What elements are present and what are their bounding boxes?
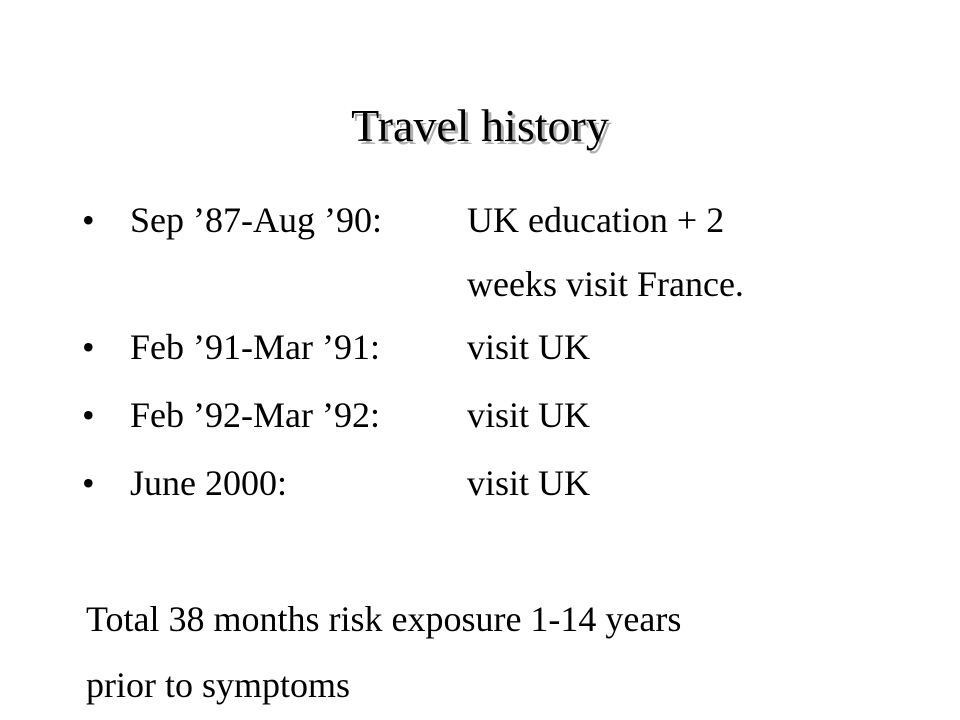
date-range: Sep ’87-Aug ’90:	[130, 200, 382, 240]
total-exposure-summary	[86, 586, 946, 718]
slide-title: Travel history	[351, 100, 609, 151]
bullet-icon: •	[82, 463, 95, 503]
bullet-icon: •	[82, 200, 95, 240]
date-range: Feb ’91-Mar ’91:	[130, 327, 380, 367]
date-range: Feb ’92-Mar ’92:	[130, 395, 380, 435]
summary-line: Total 38 months risk exposure 1-14 years	[86, 599, 682, 639]
date-range: June 2000:	[130, 463, 287, 503]
destination-line: visit UK	[467, 395, 591, 435]
destination	[467, 188, 744, 316]
bullet-icon: •	[82, 327, 95, 367]
destination-line: UK education + 2	[467, 200, 725, 240]
destination	[467, 383, 590, 447]
destination	[467, 451, 590, 515]
destination-line: visit UK	[467, 327, 591, 367]
destination-line: visit UK	[467, 463, 591, 503]
destination	[467, 315, 590, 379]
summary-line: prior to symptoms	[86, 665, 351, 705]
bullet-icon: •	[82, 395, 95, 435]
destination-line: weeks visit France.	[467, 264, 744, 304]
